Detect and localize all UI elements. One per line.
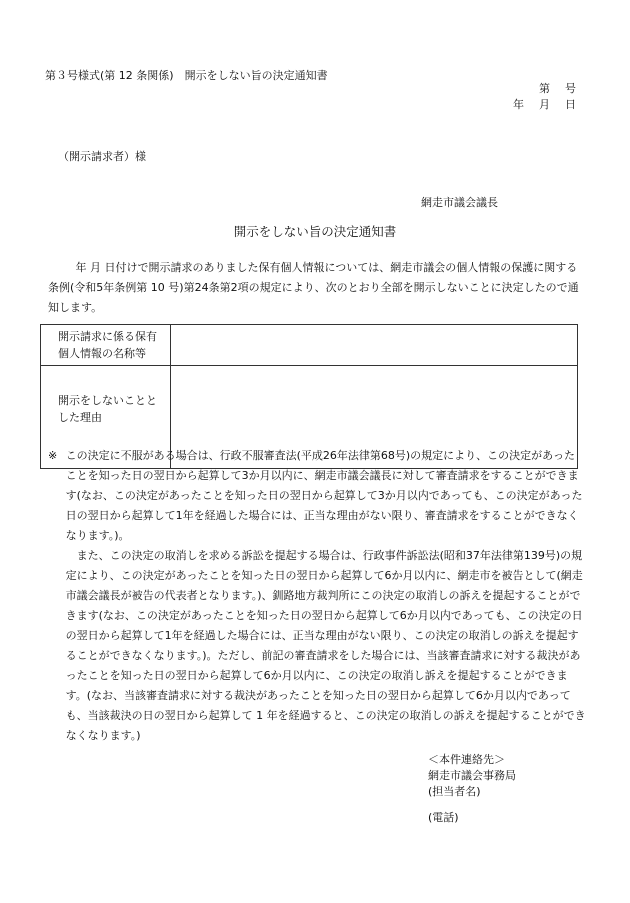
contact-heading: ＜本件連絡先＞	[428, 753, 505, 766]
intro-paragraph: 年 月 日付けで開示請求のありました保有個人情報については、網走市議会の個人情報の保護に関する条例(令和5年条例第 10 号)第24条第2項の規定により、次のとおり全部を開示しないことに決定したので通知します。	[48, 261, 579, 314]
document-number: 第 号	[539, 82, 578, 95]
row-label-reason: 開示をしないことと した理由	[41, 366, 171, 469]
row-value-info-name	[171, 325, 578, 366]
document-title: 開示をしない旨の決定通知書	[233, 224, 397, 239]
note-mark: ※	[48, 449, 58, 462]
contact-phone: (電話)	[428, 811, 459, 824]
note-appeal-text: この決定に不服がある場合は、行政不服審査法(平成26年法律第68号)の規定により、この決定があったことを知った日の翌日から起算して3か月以内に、網走市議会議長に対して審査請求をすることができます(なお、この決定があったことを知った日の翌日から起算して3か月以内であっても、この決定があった日の翌日から起算して1年を経過した場合には、正当な理由がない限り、審査請求をすることができなくなります。)。	[65, 449, 583, 542]
row-label-info-name: 開示請求に係る保有 個人情報の名称等	[41, 325, 171, 366]
form-header: 第３号様式(第 12 条関係) 開示をしない旨の決定通知書	[45, 69, 328, 82]
contact-block	[428, 752, 516, 826]
note-appeal	[48, 446, 586, 546]
issuer-name: 網走市議会議長	[421, 196, 498, 209]
note-lawsuit: また、この決定の取消しを求める訴訟を提起する場合は、行政事件訴訟法(昭和37年法律第139号)の規定により、この決定があったことを知った日の翌日から起算して6か月以内に、網走市を被告として(網走市議会議長が被告の代表者となります。)、釧路地方裁判所にこの決定の取消しの訴えを提起することができます(なお、この決定があったことを知った日の翌日から起算して6か月以内であっても、この決定の日の翌日から起算して1年を経過した場合には、正当な理由がない限り、この決定の取消しの訴えを提起することができなくなります。)。ただし、前記の審査請求をした場合には、当該審査請求に対する裁決があったことを知った日の翌日から起算して6か月以内に、この決定の取消し訴えを提起することができます。(なお、当該審査請求に対する裁決があったことを知った日の翌日から起算して6か月以内であっても、当該裁決の日の翌日から起算して 1 年を経過すると、この決定の取消しの訴えを提起することができなくなります。)	[65, 549, 586, 742]
contact-person: (担当者名)	[428, 785, 481, 798]
recipient-name: （開示請求者）様	[58, 150, 146, 163]
table-row	[41, 325, 578, 366]
contact-office: 網走市議会事務局	[428, 769, 516, 782]
document-date: 年 月 日	[513, 98, 578, 111]
notes-section	[48, 446, 586, 746]
